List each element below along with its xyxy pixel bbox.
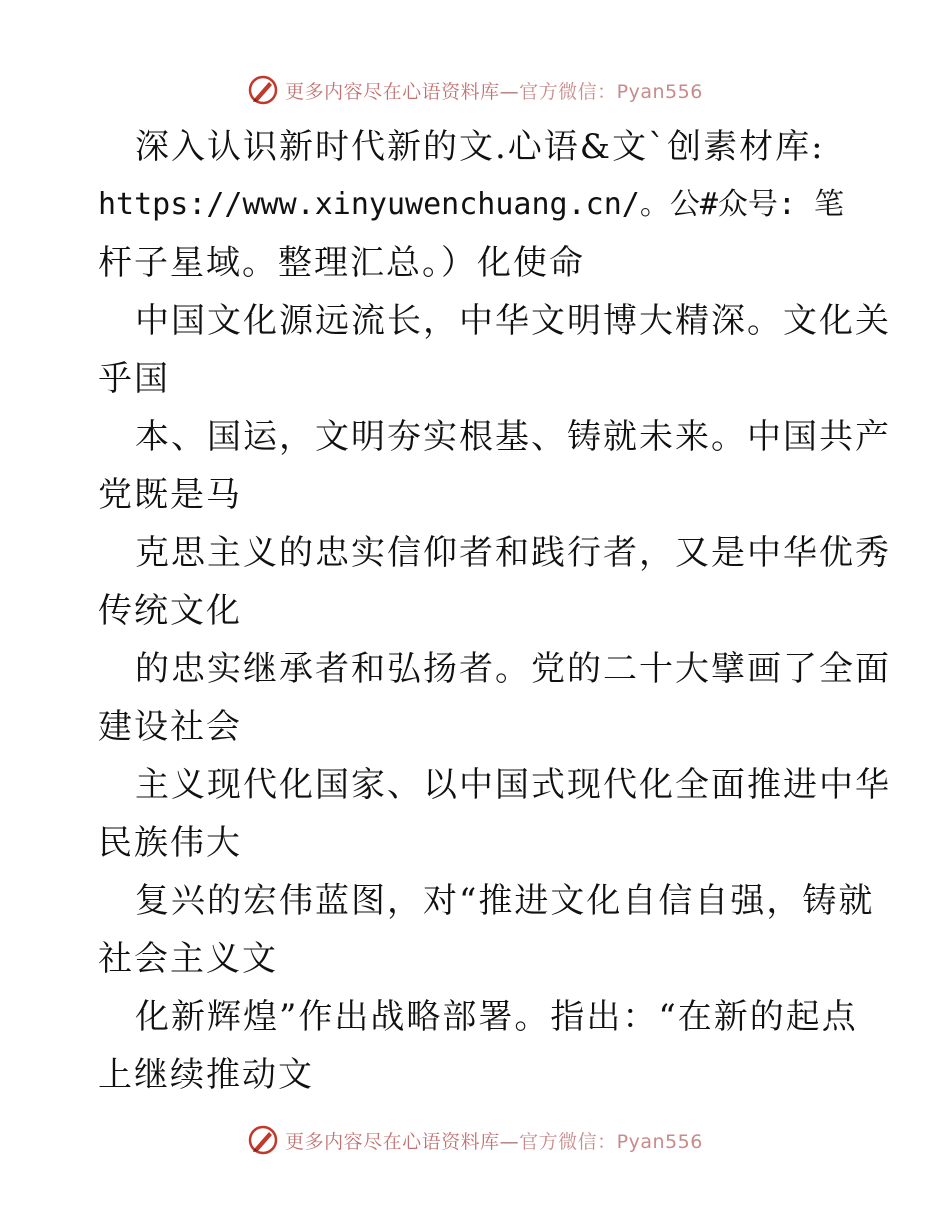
body-line: 主义现代化国家、以中国式现代化全面推进中华 <box>135 765 891 805</box>
header-banner <box>0 70 950 110</box>
body-line: 乎国 <box>98 359 170 399</box>
body-line: 的忠实继承者和弘扬者。党的二十大擘画了全面 <box>135 649 891 689</box>
body-line: 化新辉煌”作出战略部署。指出：“在新的起点 <box>135 997 858 1037</box>
header-contact-text: 官方微信：Pyan556 <box>519 80 703 103</box>
body-line: 克思主义的忠实信仰者和践行者，又是中华优秀 <box>135 533 891 573</box>
footer-banner <box>0 1120 950 1160</box>
body-line: 民族伟大 <box>98 823 242 863</box>
footer-site-text: 更多内容尽在心语资料库 <box>285 1130 500 1153</box>
pen-logo-icon <box>247 1124 279 1156</box>
header-banner-text <box>285 77 703 104</box>
body-line: 建设社会 <box>98 707 242 747</box>
body-line: 上继续推动文 <box>98 1055 314 1095</box>
footer-banner-inner <box>247 1124 703 1156</box>
footer-separator: — <box>499 1130 520 1153</box>
body-line: 杆子星域。整理汇总。）化使命 <box>98 243 585 283</box>
body-line: 深入认识新时代新的文.心语&文`创素材库: <box>135 127 825 167</box>
body-line: 传统文化 <box>98 591 242 631</box>
footer-banner-text <box>285 1127 703 1154</box>
footer-contact-text: 官方微信：Pyan556 <box>519 1130 703 1153</box>
body-line-url: https://www.xinyuwenchuang.cn/。公#众号: 笔 <box>98 187 845 222</box>
body-line: 本、国运，文明夯实根基、铸就未来。中国共产 <box>135 417 891 457</box>
header-banner-inner <box>247 74 703 106</box>
body-line: 社会主义文 <box>98 939 278 979</box>
document-body <box>98 118 891 1104</box>
header-site-text: 更多内容尽在心语资料库 <box>285 80 500 103</box>
header-separator: — <box>499 80 520 103</box>
pen-logo-icon <box>247 74 279 106</box>
body-line: 复兴的宏伟蓝图，对“推进文化自信自强，铸就 <box>135 881 875 921</box>
body-line: 中国文化源远流长，中华文明博大精深。文化关 <box>135 301 891 341</box>
body-line: 党既是马 <box>98 475 242 515</box>
